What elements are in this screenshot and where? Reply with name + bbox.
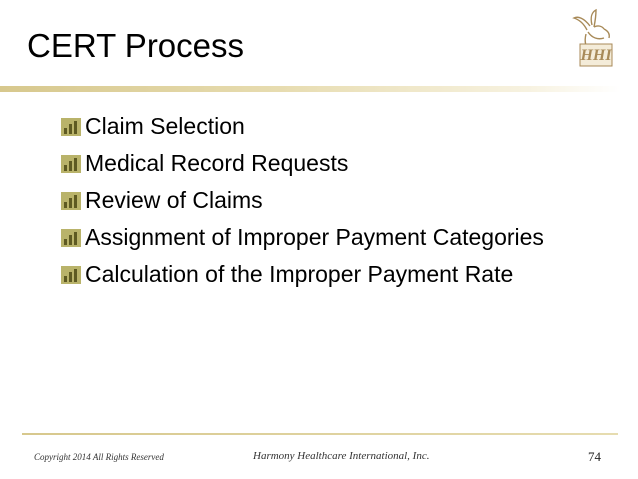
footer-company: Harmony Healthcare International, Inc. [253,450,430,462]
page-number: 74 [588,449,601,464]
footer-divider [22,433,618,435]
footer-copyright: Copyright 2014 All Rights Reserved [34,452,164,462]
title-divider [0,86,620,92]
bar-chart-bullet-icon [61,155,81,173]
bullet-text: Medical Record Requests [85,150,349,176]
bullet-text: Assignment of Improper Payment Categories [85,224,544,250]
bullet-item [58,149,618,178]
bullet-item [58,260,618,289]
bullet-item [58,186,618,215]
dove-logo-icon [568,8,626,70]
bullet-list [58,112,618,297]
bullet-item [58,112,618,141]
bullet-item [58,223,618,252]
bullet-text: Review of Claims [85,187,263,213]
bullet-text: Calculation of the Improper Payment Rate [85,261,514,287]
bar-chart-bullet-icon [61,192,81,210]
bar-chart-bullet-icon [61,229,81,247]
bar-chart-bullet-icon [61,118,81,136]
slide-title: CERT Process [27,27,245,64]
logo-text: HHI [580,47,612,64]
bar-chart-bullet-icon [61,266,81,284]
bullet-text: Claim Selection [85,113,245,139]
